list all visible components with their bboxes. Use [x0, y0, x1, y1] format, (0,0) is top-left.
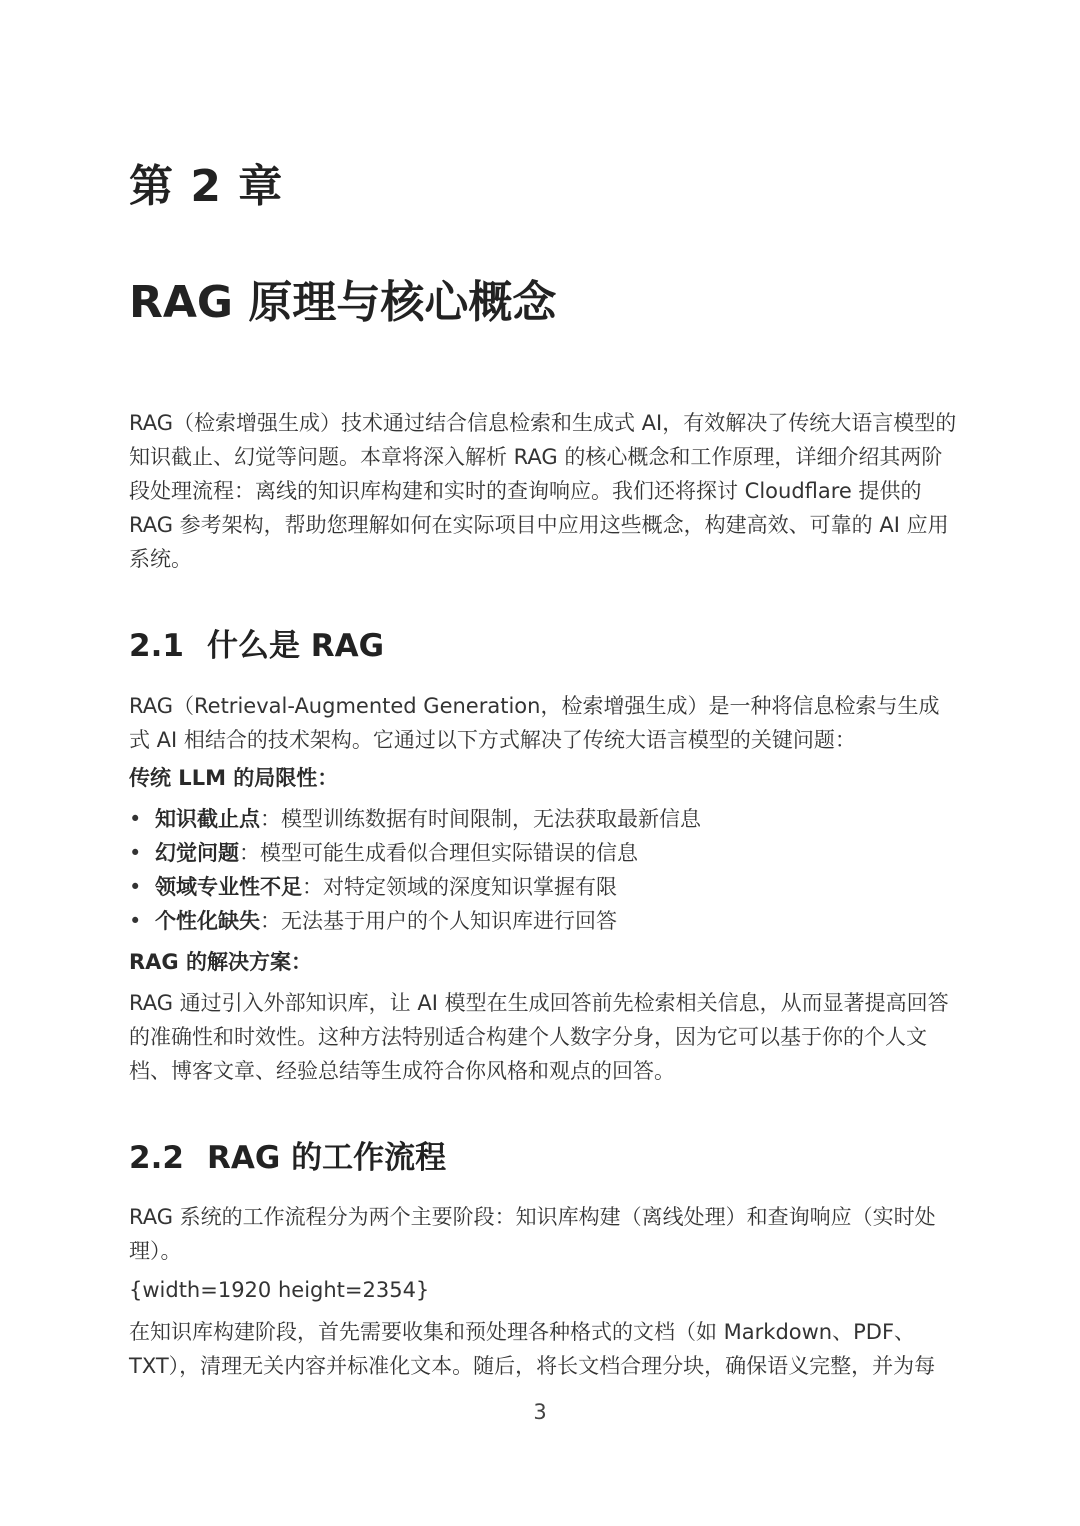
section-title: 什么是 RAG [207, 628, 385, 664]
list-item-term: 幻觉问题 [155, 841, 239, 865]
page-number: 3 [533, 1400, 547, 1424]
bullet-icon: • [129, 875, 142, 899]
section-2-2-heading [129, 1132, 446, 1177]
list-item-term: 知识截止点 [155, 807, 260, 831]
list-item-desc: ：模型可能生成看似合理但实际错误的信息 [239, 841, 638, 865]
section-2-1-body: RAG（Retrieval-Augmented Generation，检索增强生成）是一种将信息检索与生成式 AI 相结合的技术架构。它通过以下方式解决了传统大语言模型的关键问题： [129, 694, 940, 752]
section-2-1-heading [129, 620, 384, 665]
chapter-label: 第 2 章 [129, 161, 284, 212]
list-item-term: 个性化缺失 [155, 909, 260, 933]
list-item-desc: ：无法基于用户的个人知识库进行回答 [260, 909, 617, 933]
section-2-2-body: RAG 系统的工作流程分为两个主要阶段：知识库构建（离线处理）和查询响应（实时处理）。 [129, 1205, 936, 1263]
list-item [129, 870, 959, 904]
limitations-list [129, 802, 959, 938]
list-item [129, 802, 959, 836]
chapter-intro: RAG（检索增强生成）技术通过结合信息检索和生成式 AI，有效解决了传统大语言模型的知识截止、幻觉等问题。本章将深入解析 RAG 的核心概念和工作原理，详细介绍其两阶段处理流程：离线的知识库构建和实时的查询响应。我们还将探讨 Cloudflare 提供的 RAG 参考架构，帮助您理解如何在实际项目中应用这些概念，构建高效、可靠的 AI 应用系统。 [129, 411, 957, 571]
limitations-label: 传统 LLM 的局限性： [129, 766, 339, 790]
solution-body: RAG 通过引入外部知识库，让 AI 模型在生成回答前先检索相关信息，从而显著提高回答的准确性和时效性。这种方法特别适合构建个人数字分身，因为它可以基于你的个人文档、博客文章、经验总结等生成符合你风格和观点的回答。 [129, 991, 949, 1083]
section-2-2-body-continued: 在知识库构建阶段，首先需要收集和预处理各种格式的文档（如 Markdown、PDF、TXT），清理无关内容并标准化文本。随后，将长文档合理分块，确保语义完整，并为每 [129, 1320, 936, 1378]
image-placeholder-text: {width=1920 height=2354} [129, 1278, 430, 1302]
list-item [129, 836, 959, 870]
list-item [129, 904, 959, 938]
solution-label: RAG 的解决方案： [129, 950, 312, 974]
list-item-desc: ：对特定领域的深度知识掌握有限 [302, 875, 617, 899]
bullet-icon: • [129, 909, 142, 933]
chapter-title: RAG 原理与核心概念 [129, 277, 557, 328]
section-title: RAG 的工作流程 [207, 1140, 447, 1176]
list-item-term: 领域专业性不足 [155, 875, 302, 899]
list-item-desc: ：模型训练数据有时间限制，无法获取最新信息 [260, 807, 701, 831]
section-number: 2.1 [129, 628, 184, 664]
bullet-icon: • [129, 841, 142, 865]
section-number: 2.2 [129, 1140, 184, 1176]
bullet-icon: • [129, 807, 142, 831]
